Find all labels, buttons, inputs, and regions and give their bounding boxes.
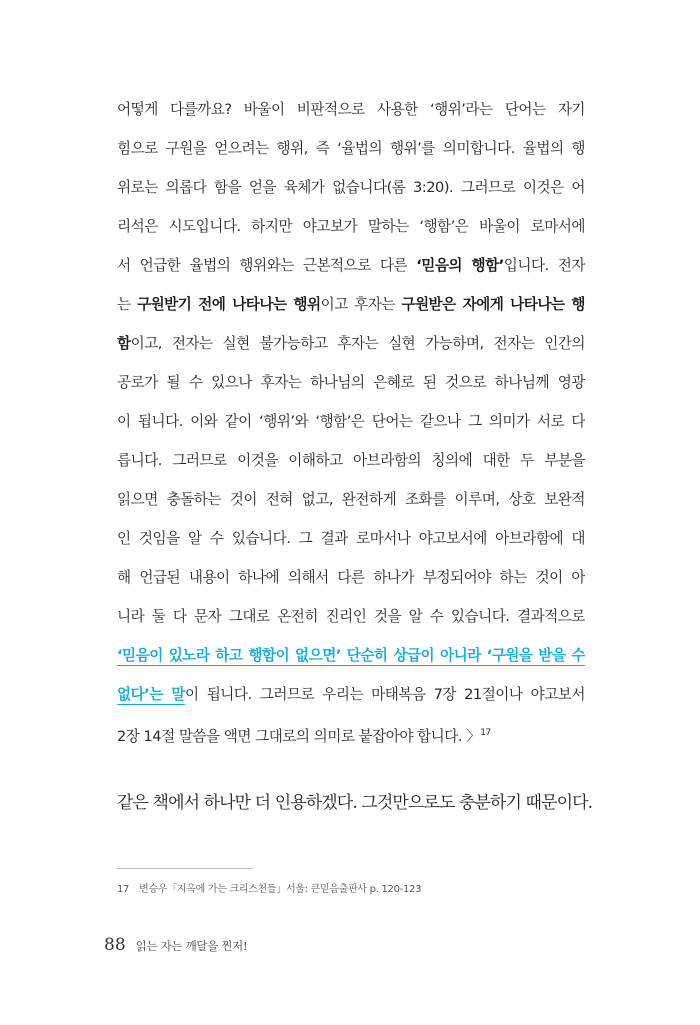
bold-phrase: 구원받기 전에 나타나는 행위	[136, 296, 321, 313]
passage-line	[117, 402, 585, 441]
footnote-number: 17	[117, 884, 130, 895]
text-run: 공로가 될 수 있으나 후자는 하나님의 은혜로 된 것으로 하나님께 영광	[117, 374, 585, 391]
bold-phrase: ‘믿음의 행함’	[416, 257, 504, 274]
passage-line	[117, 519, 585, 558]
text-run: 입니다. 전자	[503, 257, 585, 274]
passage-line	[117, 129, 585, 168]
text-run: 릅니다. 그러므로 이것을 이해하고 아브라함의 칭의에 대한 두 부분을	[117, 452, 585, 469]
passage-line	[117, 168, 585, 207]
text-run: 어떻게 다를까요? 바울이 비판적으로 사용한 ‘행위’라는 단어는 자기	[117, 101, 585, 118]
text-run: 인 것임을 알 수 있습니다. 그 결과 로마서나 야고보서에 아브라함에 대	[117, 530, 585, 547]
passage-line	[117, 597, 585, 636]
passage-line	[117, 636, 585, 675]
text-run: 2장 14절 말씀을 액면 그대로의 의미로 붙잡아야 합니다. 〉	[117, 728, 481, 745]
text-run: 힘으로 구원을 얻으려는 행위, 즉 ‘율법의 행위’를 의미합니다. 율법의 행	[117, 140, 585, 157]
text-run: 이고 후자는	[320, 296, 402, 313]
passage-line	[117, 558, 585, 597]
text-run: 이고, 전자는 실현 불가능하고 후자는 실현 가능하며, 전자는 인간의	[130, 335, 585, 352]
bold-phrase: 구원받은 자에게 나타나는 행	[401, 296, 585, 313]
text-run: 리석은 시도입니다. 하지만 야고보가 말하는 ‘행함’은 바울이 로마서에	[117, 218, 585, 235]
footnote-marker: 17	[480, 728, 491, 738]
text-run: 서 언급한 율법의 행위와는 근본적으로 다른	[117, 257, 417, 274]
bold-phrase: 함	[117, 335, 131, 352]
passage-line	[117, 675, 585, 714]
running-title: 읽는 자는 깨달을 찐저!	[135, 939, 248, 953]
passage-line	[117, 285, 585, 324]
quoted-passage	[117, 90, 585, 753]
passage-line	[117, 363, 585, 402]
passage-line	[117, 324, 585, 363]
passage-line	[117, 90, 585, 129]
text-run: 읽으면 충돌하는 것이 전혀 없고, 완전하게 조화를 이루며, 상호 보완적	[117, 491, 585, 508]
footnote-text: 변승우「지옥에 가는 크리스천들」서울: 큰믿음출판사 p. 120-123	[139, 884, 422, 895]
passage-line	[117, 480, 585, 519]
page-number: 88	[104, 935, 126, 955]
passage-line	[117, 246, 585, 285]
highlighted-phrase: ‘믿음이 있노라 하고 행함이 없으면’ 단순히 상급이 아니라 ‘구원을 받을 수	[117, 647, 585, 664]
text-run: 니라 둘 다 문자 그대로 온전히 진리인 것을 알 수 있습니다. 결과적으로	[117, 608, 585, 625]
page-footer	[104, 935, 247, 955]
text-run: 이 됩니다. 그러므로 우리는 마태복음 7장 21절이나 야고보서	[185, 686, 585, 703]
passage-line	[117, 207, 585, 246]
body-paragraph: 같은 책에서 하나만 더 인용하겠다. 그것만으로도 충분하기 때문이다.	[117, 793, 593, 813]
text-run: 해 언급된 내용이 하나에 의해서 다른 하나가 부정되어야 하는 것이 아	[117, 569, 585, 586]
highlighted-phrase: 없다’는 말	[117, 686, 185, 703]
text-run: 이 됩니다. 이와 같이 ‘행위’와 ‘행함’은 단어는 같으나 그 의미가 서로 다	[117, 413, 585, 430]
footnote	[117, 880, 421, 895]
passage-line	[117, 714, 585, 753]
text-run: 위로는 의롭다 함을 얻을 육체가 없습니다(롬 3:20). 그러므로 이것은 어	[117, 179, 585, 196]
footnote-divider	[117, 868, 253, 869]
passage-line	[117, 441, 585, 480]
text-run: 는	[117, 296, 137, 313]
